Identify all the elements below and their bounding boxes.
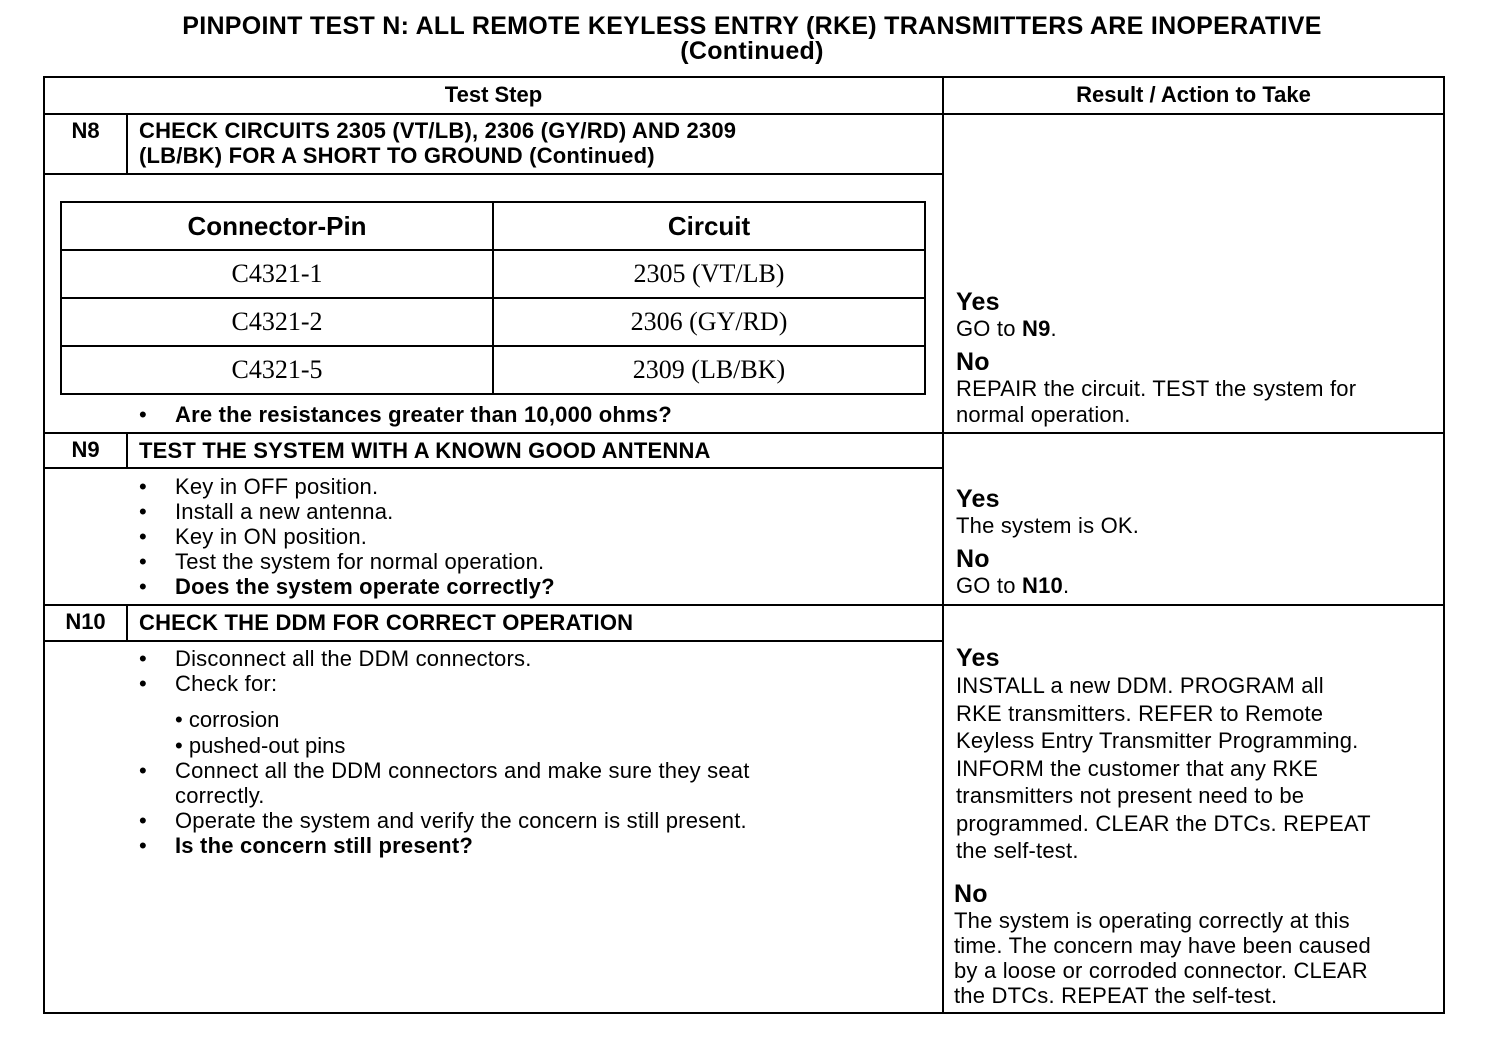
result-no-text-line2: normal operation. bbox=[956, 402, 1131, 427]
connector-pin-table bbox=[60, 201, 926, 395]
n9-num-divider bbox=[126, 432, 128, 469]
n8-question: • Are the resistances greater than 10,000 ohms? bbox=[139, 402, 672, 427]
header-test-step: Test Step bbox=[444, 82, 543, 107]
result-n10-yes bbox=[956, 644, 1441, 865]
bullet-icon: • bbox=[139, 574, 147, 599]
bullet-icon: • bbox=[139, 808, 147, 833]
step-number-n8: N8 bbox=[71, 118, 100, 143]
result-yes-text: INSTALL a new DDM. PROGRAM all RKE transmitters. REFER to Remote Keyless Entry Transmitter Programming. INFORM the customer that any RKE transmitters not present need to be programmed. CLEAR the DTCs. REPEAT the self-test. bbox=[956, 673, 1371, 863]
result-no-text-line1: REPAIR the circuit. TEST the system for bbox=[956, 376, 1357, 401]
bullet-icon: • bbox=[139, 671, 147, 696]
step-title-n8-line2: (LB/BK) FOR A SHORT TO GROUND (Continued) bbox=[139, 143, 655, 168]
connector-pin-cell: C4321-5 bbox=[61, 346, 493, 394]
result-n10-no bbox=[954, 880, 1441, 1008]
n9-row-divider bbox=[43, 432, 1445, 434]
result-no-label: No bbox=[956, 545, 990, 573]
list-item: • Key in OFF position. bbox=[139, 474, 379, 499]
header-divider bbox=[43, 113, 1445, 115]
title-line-1: PINPOINT TEST N: ALL REMOTE KEYLESS ENTRY (RKE) TRANSMITTERS ARE INOPERATIVE bbox=[182, 12, 1322, 40]
connector-pin-cell: C4321-2 bbox=[61, 298, 493, 346]
n10-title-divider bbox=[43, 640, 944, 642]
bullet-icon: • bbox=[139, 474, 147, 499]
table-row bbox=[61, 250, 925, 298]
n10-row-divider bbox=[43, 604, 1445, 606]
result-yes-text: GO to N9. bbox=[956, 316, 1057, 341]
column-header-circuit: Circuit bbox=[493, 202, 925, 250]
result-yes-label: Yes bbox=[956, 288, 1000, 316]
circuit-cell: 2305 (VT/LB) bbox=[493, 250, 925, 298]
circuit-cell: 2309 (LB/BK) bbox=[493, 346, 925, 394]
step-title-n8-line1: CHECK CIRCUITS 2305 (VT/LB), 2306 (GY/RD) AND 2309 bbox=[139, 118, 737, 143]
result-no-text: GO to N10. bbox=[956, 573, 1070, 598]
result-n9 bbox=[956, 485, 1441, 599]
header-result: Result / Action to Take bbox=[1076, 82, 1311, 107]
step-title-n9: TEST THE SYSTEM WITH A KNOWN GOOD ANTENNA bbox=[139, 438, 711, 463]
list-item-continuation: correctly. bbox=[175, 783, 265, 808]
list-item: • Disconnect all the DDM connectors. bbox=[139, 646, 532, 671]
result-n8 bbox=[956, 288, 1441, 428]
bullet-icon: • bbox=[139, 524, 147, 549]
list-item: • Does the system operate correctly? bbox=[139, 574, 555, 599]
page-title bbox=[0, 14, 1504, 64]
list-item: • Is the concern still present? bbox=[139, 833, 473, 858]
sub-list-item: • corrosion bbox=[175, 707, 280, 732]
circuit-cell: 2306 (GY/RD) bbox=[493, 298, 925, 346]
step-title-n8 bbox=[139, 118, 939, 168]
bullet-icon: • bbox=[139, 402, 147, 427]
list-item: • Check for: bbox=[139, 671, 278, 696]
bullet-icon: • bbox=[139, 833, 147, 858]
n8-num-divider bbox=[126, 113, 128, 175]
bullet-icon: • bbox=[139, 499, 147, 524]
result-yes-label: Yes bbox=[956, 485, 1000, 513]
result-no-text: The system is operating correctly at this time. The concern may have been caused by a loose or corroded connector. CLEAR the DTCs. REPEAT the self-test. bbox=[954, 908, 1371, 1008]
connector-pin-cell: C4321-1 bbox=[61, 250, 493, 298]
step-number-n9: N9 bbox=[71, 437, 100, 462]
table-header-row bbox=[61, 202, 925, 250]
result-no-label: No bbox=[956, 348, 990, 376]
list-item: • Test the system for normal operation. bbox=[139, 549, 545, 574]
sub-list-item: • pushed-out pins bbox=[175, 733, 346, 758]
result-no-label: No bbox=[954, 880, 988, 908]
n9-title-divider bbox=[43, 467, 944, 469]
sub-bullet-icon: • bbox=[175, 733, 189, 758]
n8-title-divider bbox=[43, 173, 944, 175]
result-yes-label: Yes bbox=[956, 644, 1000, 672]
bullet-icon: • bbox=[139, 549, 147, 574]
list-item: • Connect all the DDM connectors and make sure they seat bbox=[139, 758, 750, 783]
bullet-icon: • bbox=[139, 758, 147, 783]
list-item: • Key in ON position. bbox=[139, 524, 368, 549]
title-line-2: (Continued) bbox=[680, 37, 824, 65]
column-divider bbox=[942, 76, 944, 1014]
step-title-n10: CHECK THE DDM FOR CORRECT OPERATION bbox=[139, 610, 634, 635]
table-row bbox=[61, 346, 925, 394]
n10-num-divider bbox=[126, 604, 128, 642]
list-item: • Install a new antenna. bbox=[139, 499, 394, 524]
result-yes-text: The system is OK. bbox=[956, 513, 1140, 538]
table-row bbox=[61, 298, 925, 346]
column-header-connector-pin: Connector-Pin bbox=[61, 202, 493, 250]
sub-bullet-icon: • bbox=[175, 707, 189, 732]
bullet-icon: • bbox=[139, 646, 147, 671]
list-item: • Operate the system and verify the concern is still present. bbox=[139, 808, 747, 833]
step-number-n10: N10 bbox=[65, 609, 106, 634]
